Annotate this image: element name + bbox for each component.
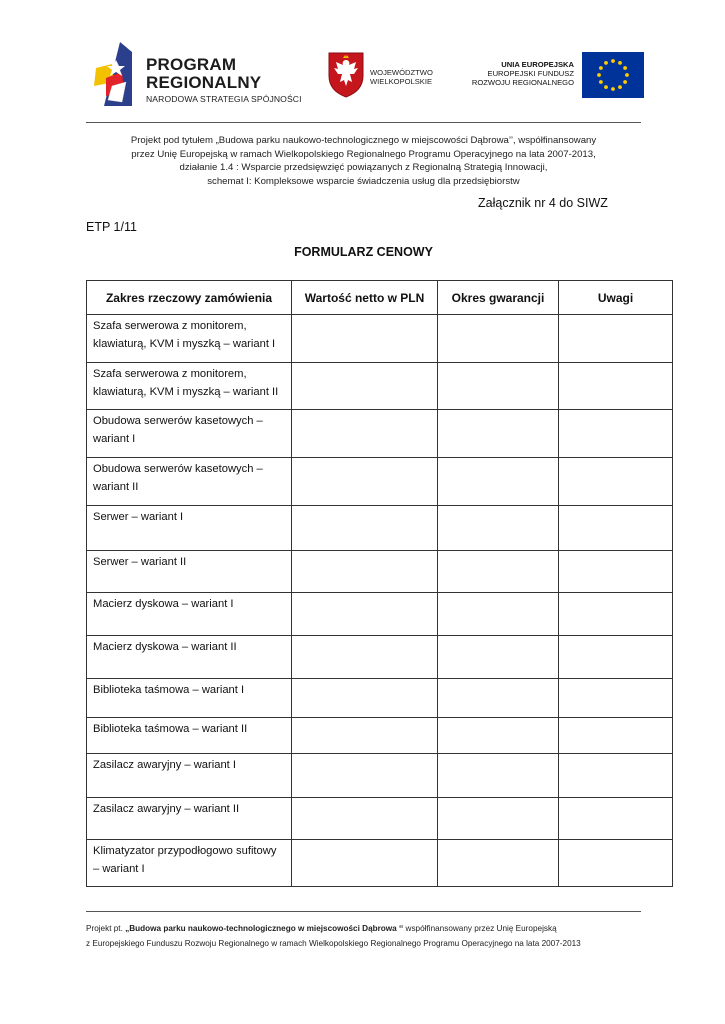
warranty-cell[interactable]: [438, 551, 559, 593]
item-line1: Zasilacz awaryjny – wariant I: [93, 759, 237, 771]
item-line1: Obudowa serwerów kasetowych –: [93, 463, 263, 475]
remarks-cell[interactable]: [559, 718, 673, 754]
warranty-cell[interactable]: [438, 718, 559, 754]
item-cell: [87, 315, 292, 363]
table-row: [87, 551, 673, 593]
warranty-cell[interactable]: [438, 593, 559, 636]
item-line1: Macierz dyskowa – wariant I: [93, 598, 234, 610]
program-logo-line1: PROGRAM: [146, 55, 237, 74]
attachment-label: Załącznik nr 4 do SIWZ: [478, 196, 608, 210]
table-row: [87, 798, 673, 840]
net-value-cell[interactable]: [292, 363, 438, 410]
item-line1: Biblioteka taśmowa – wariant I: [93, 684, 245, 696]
item-cell: [87, 363, 292, 410]
net-value-cell[interactable]: [292, 718, 438, 754]
reference-number: ETP 1/11: [86, 220, 137, 234]
program-regionalny-logo: [88, 38, 302, 114]
item-cell: [87, 840, 292, 887]
item-line1: Macierz dyskowa – wariant II: [93, 641, 237, 653]
item-cell: [87, 679, 292, 718]
item-line1: Biblioteka taśmowa – wariant II: [93, 723, 248, 735]
eu-fund-logo: [472, 52, 644, 98]
net-value-cell[interactable]: [292, 636, 438, 679]
item-line2: – wariant I: [93, 863, 145, 875]
item-cell: [87, 636, 292, 679]
net-value-cell[interactable]: [292, 593, 438, 636]
remarks-cell[interactable]: [559, 679, 673, 718]
footer-line-2: z Europejskiego Funduszu Rozwoju Regionalnego w ramach Wielkopolskiego Regionalnego Programu Operacyjnego na lata 2007-2013: [86, 938, 581, 948]
program-regionalny-wordmark: [146, 56, 261, 92]
table-row: [87, 315, 673, 363]
remarks-cell[interactable]: [559, 506, 673, 551]
program-regionalny-emblem-icon: [92, 42, 140, 110]
warranty-cell[interactable]: [438, 636, 559, 679]
column-header-warranty: Okres gwarancji: [438, 281, 559, 315]
item-cell: [87, 593, 292, 636]
net-value-cell[interactable]: [292, 679, 438, 718]
eagle-shield-icon: [328, 52, 364, 98]
remarks-cell[interactable]: [559, 840, 673, 887]
remarks-cell[interactable]: [559, 551, 673, 593]
footer-divider: [86, 911, 641, 912]
remarks-cell[interactable]: [559, 593, 673, 636]
table-row: [87, 458, 673, 506]
intro-line-2: przez Unię Europejską w ramach Wielkopolskiego Regionalnego Programu Operacyjnego na lata 2007-2013,: [131, 148, 596, 160]
warranty-cell[interactable]: [438, 798, 559, 840]
item-line2: klawiaturą, KVM i myszką – wariant II: [93, 386, 279, 398]
eu-flag-icon: [582, 52, 644, 98]
column-header-remarks: Uwagi: [559, 281, 673, 315]
table-row: [87, 754, 673, 798]
project-description: [86, 134, 641, 188]
table-body: [87, 315, 673, 887]
table-row: [87, 593, 673, 636]
table-row: [87, 840, 673, 887]
net-value-cell[interactable]: [292, 551, 438, 593]
net-value-cell[interactable]: [292, 798, 438, 840]
remarks-cell[interactable]: [559, 458, 673, 506]
warranty-cell[interactable]: [438, 363, 559, 410]
remarks-cell[interactable]: [559, 410, 673, 458]
item-line1: Szafa serwerowa z monitorem,: [93, 368, 247, 380]
item-line1: Zasilacz awaryjny – wariant II: [93, 803, 240, 815]
table-row: [87, 679, 673, 718]
item-cell: [87, 754, 292, 798]
net-value-cell[interactable]: [292, 458, 438, 506]
warranty-cell[interactable]: [438, 679, 559, 718]
intro-line-4: schemat I: Kompleksowe wsparcie świadczenia usług dla przedsiębiorstw: [207, 175, 520, 187]
item-line2: wariant II: [93, 481, 139, 493]
item-cell: [87, 798, 292, 840]
footer-line-1: [86, 922, 646, 937]
net-value-cell[interactable]: [292, 754, 438, 798]
warranty-cell[interactable]: [438, 506, 559, 551]
item-line1: Klimatyzator przypodłogowo sufitowy: [93, 845, 277, 857]
eu-logo-line3: ROZWOJU REGIONALNEGO: [471, 78, 574, 87]
wielkopolskie-text: [370, 68, 433, 86]
table-row: [87, 410, 673, 458]
item-line1: Serwer – wariant II: [93, 556, 187, 568]
form-title: FORMULARZ CENOWY: [294, 245, 433, 259]
item-cell: [87, 551, 292, 593]
eu-logo-line2: EUROPEJSKI FUNDUSZ: [487, 69, 574, 78]
warranty-cell[interactable]: [438, 840, 559, 887]
remarks-cell[interactable]: [559, 315, 673, 363]
remarks-cell[interactable]: [559, 636, 673, 679]
table-row: [87, 636, 673, 679]
eu-fund-text: [472, 60, 574, 87]
net-value-cell[interactable]: [292, 410, 438, 458]
column-header-scope: Zakres rzeczowy zamówienia: [87, 281, 292, 315]
wielkopolskie-logo: [328, 52, 448, 102]
warranty-cell[interactable]: [438, 410, 559, 458]
header-logos: [88, 38, 644, 114]
price-form-table: [86, 280, 673, 887]
remarks-cell[interactable]: [559, 798, 673, 840]
item-cell: [87, 410, 292, 458]
program-logo-line2: REGIONALNY: [146, 73, 262, 92]
item-line2: wariant I: [93, 433, 136, 445]
program-logo-subtitle: NARODOWA STRATEGIA SPÓJNOŚCI: [146, 94, 302, 104]
footer-project-title: „Budowa parku naukowo-technologicznego w miejscowości Dąbrowa ‘‘: [125, 924, 404, 933]
footer-prefix: Projekt pt.: [86, 924, 126, 933]
net-value-cell[interactable]: [292, 315, 438, 363]
column-header-net-value: Wartość netto w PLN: [292, 281, 438, 315]
table-row: [87, 506, 673, 551]
net-value-cell[interactable]: [292, 506, 438, 551]
remarks-cell[interactable]: [559, 754, 673, 798]
region-logo-line2: WIELKOPOLSKIE: [370, 77, 433, 86]
page-footer: [86, 922, 646, 951]
warranty-cell[interactable]: [438, 315, 559, 363]
header-divider: [86, 122, 641, 123]
item-line1: Serwer – wariant I: [93, 511, 184, 523]
net-value-cell[interactable]: [292, 840, 438, 887]
item-cell: [87, 506, 292, 551]
item-line1: Szafa serwerowa z monitorem,: [93, 320, 247, 332]
intro-line-1: Projekt pod tytułem „Budowa parku naukowo-technologicznego w miejscowości Dąbrowa’’, współfinansowany: [130, 135, 597, 146]
table-row: [87, 363, 673, 410]
item-cell: [87, 718, 292, 754]
footer-rest: współfinansowany przez Unię Europejską: [403, 924, 557, 933]
item-line1: Obudowa serwerów kasetowych –: [93, 415, 263, 427]
remarks-cell[interactable]: [559, 363, 673, 410]
table-row: [87, 718, 673, 754]
item-cell: [87, 458, 292, 506]
table-header-row: [87, 281, 673, 315]
warranty-cell[interactable]: [438, 754, 559, 798]
item-line2: klawiaturą, KVM i myszką – wariant I: [93, 338, 276, 350]
eu-logo-line1: UNIA EUROPEJSKA: [501, 60, 574, 69]
region-logo-line1: WOJEWÓDZTWO: [370, 68, 433, 77]
warranty-cell[interactable]: [438, 458, 559, 506]
intro-line-3: działanie 1.4 : Wsparcie przedsięwzięć powiązanych z Regionalną Strategią Innowacji,: [179, 162, 548, 174]
